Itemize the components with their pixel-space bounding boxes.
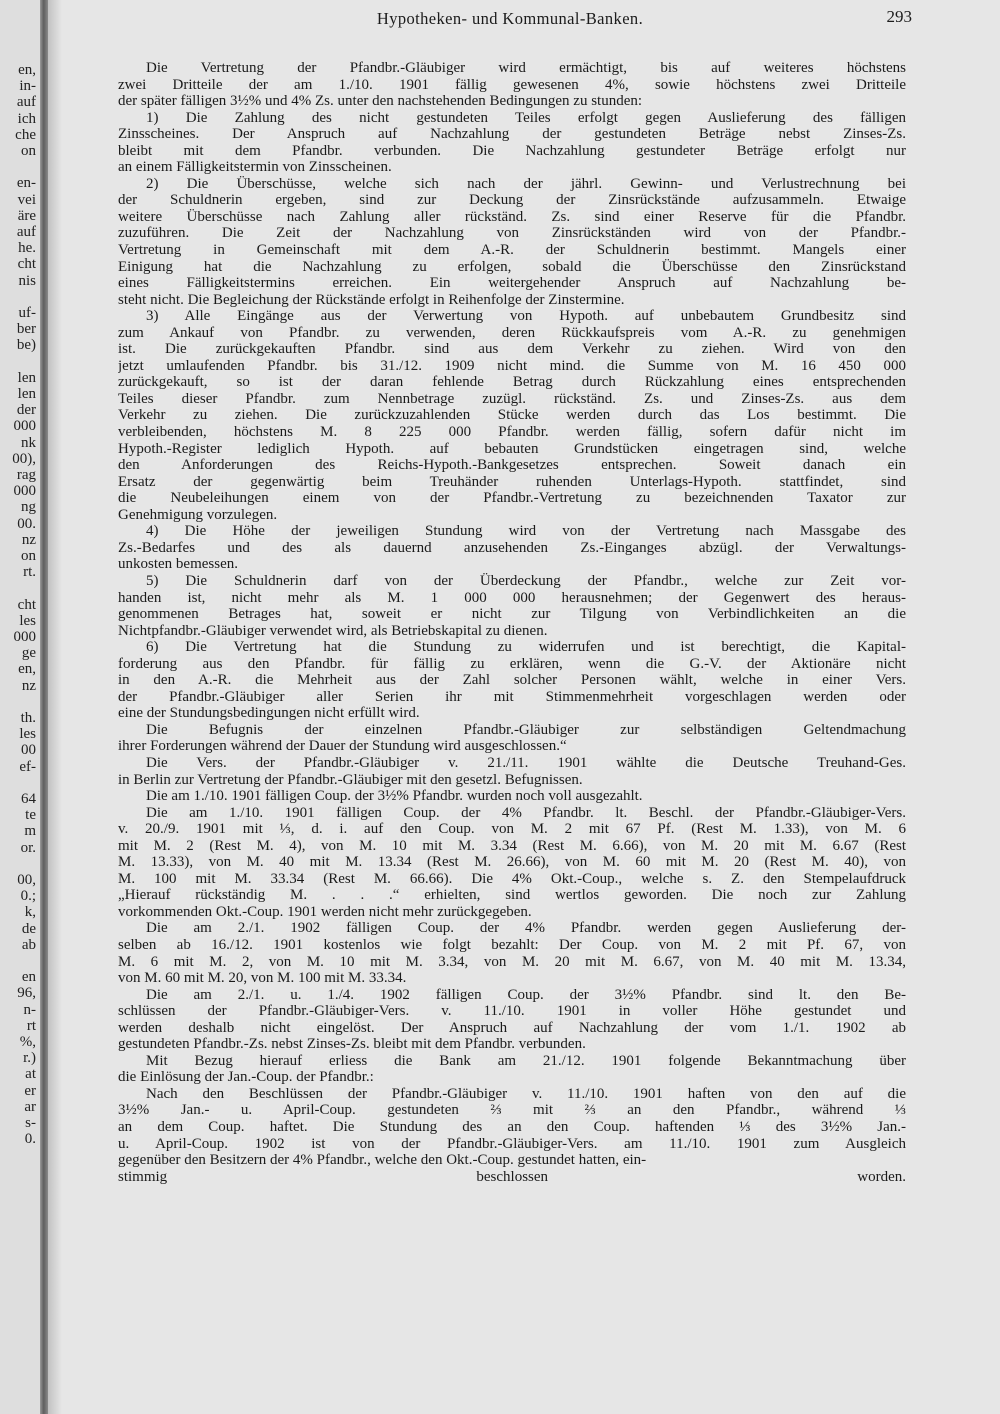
text-line: „Hierauf rückständig M. . . .“ erhielten, sind wertlos geworden. Die noch zur Zahlung [118, 887, 906, 904]
facing-page-fragment: len [17, 386, 36, 402]
facing-page-fragment: rt [26, 1017, 36, 1034]
text-line: den Anforderungen des Reichs-Hypoth.-Bankgesetzes entsprechen. Soweit danach ein [118, 457, 906, 474]
facing-page-fragment: cht [17, 256, 36, 273]
facing-page-fragment: äre [17, 207, 36, 224]
text-line: verbleibenden, höchstens M. 8 225 000 Pfandbr. werden fällig, sofern dafür nicht im [118, 424, 906, 441]
text-line: in den A.-R. die Mehrheit aus der Zahl solcher Personen wählt, welche in einer Vers. [118, 672, 906, 689]
facing-page-fragment: che [15, 126, 36, 143]
facing-page-fragment: n- [23, 1001, 36, 1018]
facing-page-fragment: nk [21, 434, 36, 451]
text-line: die Neubeleihungen einem von der Pfandbr.-Vertretung zu bezeichnenden Taxator zur [118, 490, 906, 507]
facing-page-fragment: der [16, 402, 36, 419]
facing-page-fragment: uf- [18, 305, 36, 321]
text-line: in Berlin zur Vertretung der Pfandbr.-Gläubiger mit den gesetzl. Befugnissen. [118, 771, 583, 788]
text-line: selben ab 16./12. 1901 kostenlos wie folgt bezahlt: Der Coup. von M. 2 mit Pf. 67, von [118, 936, 906, 953]
facing-page-fragment: on [21, 143, 36, 159]
facing-page-fragment: auf [16, 94, 36, 111]
gutter-shadow [48, 0, 62, 1414]
text-line: 3½% Jan.- u. April-Coup. gestundeten ⅔ mit ⅔ an den Pfandbr., während ⅓ [118, 1102, 906, 1119]
text-line: Vertretung in Gemeinschaft mit dem A.-R. der Schuldnerin bestimmt. Mangels einer [118, 242, 906, 259]
text-line: Genehmigung vorzulegen. [118, 506, 278, 523]
facing-page-fragment: ber [16, 321, 36, 338]
facing-page-fragment: ab [21, 936, 36, 953]
facing-page-fragment: k, [24, 904, 36, 921]
text-line: 6) Die Vertretung hat die Stundung zu widerrufen und ist berechtigt, die Kapital- [146, 639, 906, 656]
text-line: mit M. 2 (Rest M. 4), von M. 10 mit M. 3.34 (Rest M. 6.66), von M. 20 mit M. 6.67 (Rest [118, 837, 906, 854]
text-line: an dem Coup. haftet. Die Stundung des an den Coup. haftenden ⅓ des 3½% Jan.- [118, 1119, 906, 1135]
text-line: v. 20./9. 1901 mit ⅓, d. i. auf den Coup. von M. 2 mit 67 Pf. (Rest M. 1.33), von M. 6 [118, 821, 906, 838]
text-line: der später fälligen 3½% und 4% Zs. unter den nachstehenden Bedingungen zu stunden: [118, 93, 643, 110]
facing-page-fragment: en, [18, 62, 36, 78]
facing-page-fragment: r.) [23, 1050, 36, 1067]
text-line: Nichtpfandbr.-Gläubiger verwendet wird, als Betriebskapital zu dienen. [118, 622, 548, 639]
text-line: u. April-Coup. 1902 ist von der Pfandbr.-Gläubiger-Vers. am 11./10. 1901 zum Ausgleich [118, 1135, 906, 1152]
text-line: Die Befugnis der einzelnen Pfandbr.-Gläubiger zur selbständigen Geltendmachung [146, 721, 906, 738]
facing-page-fragment: ich [17, 110, 36, 127]
facing-page-fragment: %, [19, 1034, 36, 1050]
facing-page-fragment: en [21, 969, 36, 986]
facing-page-fragment: 000 [13, 629, 36, 645]
text-line: ihrer Forderungen während der Dauer der Stundung wird ausgeschlossen.“ [118, 738, 567, 755]
facing-page-fragment: s- [25, 1115, 36, 1131]
facing-page-fragment: 00), [12, 450, 36, 467]
facing-page-fragment: 00 [21, 742, 36, 759]
text-line: Teiles dieser Pfandbr. zum Nennbetrage zuzügl. rückständ. Zs. und Zinses-Zs. aus dem [118, 390, 906, 407]
facing-page-fragment: te [25, 807, 36, 824]
text-line: Die Vers. der Pfandbr.-Gläubiger v. 21./11. 1901 wählte die Deutsche Treuhand-Ges. [146, 754, 906, 771]
page-number: 293 [886, 7, 912, 26]
text-line: an einem Fälligkeitstermin von Zinsscheinen. [118, 159, 392, 176]
facing-page-fragment: ef- [19, 758, 36, 775]
facing-page-fragment: 64 [21, 791, 36, 807]
text-line: M. 100 mit M. 33.34 (Rest M. 66.66). Die 4% Okt.-Coup., welche s. Z. den Stempelaufdruck [118, 870, 906, 887]
text-line: 5) Die Schuldnerin darf von der Überdeckung der Pfandbr., welche zur Zeit vor- [146, 572, 906, 589]
text-line: Nach den Beschlüssen der Pfandbr.-Gläubiger v. 11./10. 1901 haften von den auf die [146, 1085, 906, 1102]
text-line: der Schuldnerin ergeben, sind zur Deckung der Zinsrückstände aufzusammeln. Etwaige [118, 192, 906, 209]
text-line: unkosten bemessen. [118, 556, 238, 573]
facing-page-fragment: 000 [13, 483, 36, 500]
text-line: jetzt umlaufenden Pfandbr. bis 31./12. 1909 nicht mind. die Summe von M. 16 450 000 [118, 357, 906, 374]
body-text [118, 60, 906, 1185]
text-line: Die am 2./1. 1902 fälligen Coup. der 4% Pfandbr. werden gegen Auslieferung der- [146, 920, 906, 937]
text-line: steht nicht. Die Begleichung der Rückstände erfolgt in Reihenfolge der Zinstermine. [118, 291, 625, 308]
facing-page-fragment: vei [17, 191, 36, 208]
text-line: die Einlösung der Jan.-Coup. der Pfandbr.: [118, 1069, 374, 1086]
page-header-title: Hypotheken- und Kommunal-Banken. [376, 9, 644, 28]
facing-page-fragment: en- [16, 175, 36, 192]
text-line: Ersatz der gegenwärtig beim Treuhänder ruhenden Unterlags-Hypoth. stattfindet, sind [118, 473, 906, 490]
text-line: zuzuführen. Die Zeit der Nachzahlung von Zinsrückständen wird von der Pfandbr.- [118, 225, 906, 242]
facing-page-fragment: les [19, 612, 36, 629]
facing-page-fragment: 000 [13, 418, 36, 435]
text-line: ist. Die zurückgekauften Pfandbr. sind aus dem Verkehr zu ziehen. Wird von den [118, 341, 906, 358]
facing-page-margin [0, 0, 40, 1414]
facing-page-fragment: m [24, 823, 36, 840]
facing-page-fragment: in- [19, 78, 36, 95]
facing-page-fragment: at [25, 1066, 36, 1083]
facing-page-fragment: on [21, 548, 36, 564]
facing-page-fragment: en, [18, 661, 36, 678]
running-head [110, 6, 910, 30]
facing-page-fragment: 96, [17, 985, 36, 1002]
facing-page-fragment: 00, [17, 872, 36, 888]
text-line: der Pfandbr.-Gläubiger aller Serien ihr mit Stimmenmehrheit vorgeschlagen werden oder [118, 688, 906, 705]
text-line: Die am 1./10. 1901 fälligen Coup. der 4% Pfandbr. lt. Beschl. der Pfandbr.-Gläubiger-Vers. [146, 804, 906, 821]
text-line: 2) Die Überschüsse, welche sich nach der jährl. Gewinn- und Verlustrechnung bei [146, 175, 906, 192]
facing-page-fragment: or. [20, 839, 36, 856]
text-line: eines Fälligkeitstermins erreichen. Ein weitergehender Anspruch auf Nachzahlung be- [118, 275, 906, 292]
facing-page-fragment: cht [17, 596, 36, 613]
text-line: gegenüber den Besitzern der 4% Pfandbr., welche den Okt.-Coup. gestundet hatten, ein- [118, 1152, 647, 1169]
text-line: handen ist, nicht mehr als M. 1 000 000 herausnehmen; der Gegenwert des heraus- [118, 589, 906, 606]
facing-page-fragment: nis [18, 272, 36, 289]
facing-page-fragment: auf [16, 224, 36, 240]
text-line: schlüssen der Pfandbr.-Gläubiger-Vers. v. 11./10. 1901 in voller Höhe gestundet und [118, 1003, 906, 1020]
text-line: Die am 1./10. 1901 fälligen Coup. der 3½% Pfandbr. wurden noch voll ausgezahlt. [146, 788, 643, 805]
text-line: 3) Alle Eingänge aus der Verwertung von Hypoth. auf unbebautem Grundbesitz sind [146, 308, 906, 325]
text-line: forderung aus den Pfandbr. für fällig zu erklären, wenn die G.-V. der Aktionäre nicht [118, 655, 906, 672]
text-line: zwei Dritteile der am 1./10. 1901 fällig gewesenen 4%, sowie höchstens zwei Dritteile [118, 76, 906, 93]
text-line: 1) Die Zahlung des nicht gestundeten Teiles erfolgt gegen Auslieferung des fälligen [146, 109, 906, 126]
facing-page-fragment: rag [16, 467, 36, 483]
text-line: stimmig beschlossen worden. [118, 1168, 906, 1185]
binding-gutter [40, 0, 48, 1414]
facing-page-fragment: nz [21, 531, 36, 548]
text-line: bleibt mit dem Pfandbr. verbunden. Die Nachzahlung gestundeter Beträge erfolgt nur [118, 142, 906, 159]
facing-page-fragment: len [17, 369, 36, 386]
text-line: vorkommenden Okt.-Coup. 1901 werden nicht mehr zurückgegeben. [118, 903, 532, 920]
text-line: werden deshalb nicht eingelöst. Der Anspruch auf Nachzahlung der vom 1./1. 1902 ab [118, 1019, 906, 1036]
text-line: von M. 60 mit M. 20, von M. 100 mit M. 33.34. [118, 970, 407, 987]
facing-page-fragment: rt. [23, 564, 36, 581]
facing-page-fragment: nz [21, 677, 36, 694]
facing-page-fragment: be) [16, 337, 36, 354]
facing-page-fragment: he. [18, 240, 36, 257]
text-line: zum Ankauf von Pfandbr. zu verwenden, deren Rückkaufspreis vom A.-R. zu genehmigen [118, 324, 906, 341]
facing-page-fragment: 0.; [20, 888, 36, 905]
text-line: Verkehr zu ziehen. Die zurückzuzahlenden Stücke werden durch das Los bestimmt. Die [118, 407, 906, 424]
text-line: Zs.-Bedarfes und des als dauernd anzusehenden Zs.-Einganges abzügl. der Verwaltungs- [118, 539, 906, 556]
facing-page-fragment: les [19, 726, 36, 743]
text-line: Einigung hat die Nachzahlung zu erfolgen, sobald die Überschüsse den Zinsrückstand [118, 258, 906, 275]
text-line: M. 13.33), von M. 40 mit M. 13.34 (Rest M. 26.66), von M. 60 mit M. 20 (Rest M. 40), von [118, 854, 906, 871]
facing-page-fragment: 0. [24, 1131, 36, 1148]
facing-page-fragment: ge [21, 645, 36, 662]
text-line: eine der Stundungsbedingungen nicht erfüllt wird. [118, 705, 420, 722]
facing-page-fragment: er [24, 1082, 36, 1099]
text-line: Mit Bezug hierauf erliess die Bank am 21./12. 1901 folgende Bekanntmachung über [146, 1052, 906, 1069]
text-line: Hypoth.-Register lediglich Hypoth. auf bebauten Grundstücken eingetragen sind, welche [118, 440, 906, 457]
facing-page-fragment: ng [21, 499, 36, 516]
text-line: 4) Die Höhe der jeweiligen Stundung wird von der Vertretung nach Massgabe des [146, 523, 906, 540]
facing-page-fragment: ar [24, 1098, 36, 1115]
text-line: M. 6 mit M. 2, von M. 10 mit M. 3.34, von M. 20 mit M. 6.67, von M. 40 mit M. 13.34, [118, 953, 906, 970]
text-line: genommenen Betrages hat, soweit er nicht zur Tilgung von Verbindlichkeiten an die [118, 606, 906, 623]
text-line: weitere Überschüsse nach Zahlung aller rückständ. Zs. sind einer Reserve für die Pfandbr. [118, 208, 906, 225]
text-line: Die am 2./1. u. 1./4. 1902 fälligen Coup. der 3½% Pfandbr. sind lt. den Be- [146, 986, 906, 1003]
facing-page-fragment: th. [20, 710, 36, 726]
text-line: zurückgekauft, so ist der daran fehlende Betrag durch Rückzahlung eines entsprechenden [118, 374, 906, 391]
text-line: gestundeten Pfandbr.-Zs. nebst Zinses-Zs. bleibt mit dem Pfandbr. verbunden. [118, 1036, 586, 1053]
text-line: Die Vertretung der Pfandbr.-Gläubiger wird ermächtigt, bis auf weiteres höchstens [146, 60, 906, 76]
facing-page-fragment: de [21, 920, 36, 937]
facing-page-fragment: 00. [17, 515, 36, 532]
text-line: Zinsscheines. Der Anspruch auf Nachzahlung der gestundeten Beträge nebst Zinses-Zs. [118, 126, 906, 143]
